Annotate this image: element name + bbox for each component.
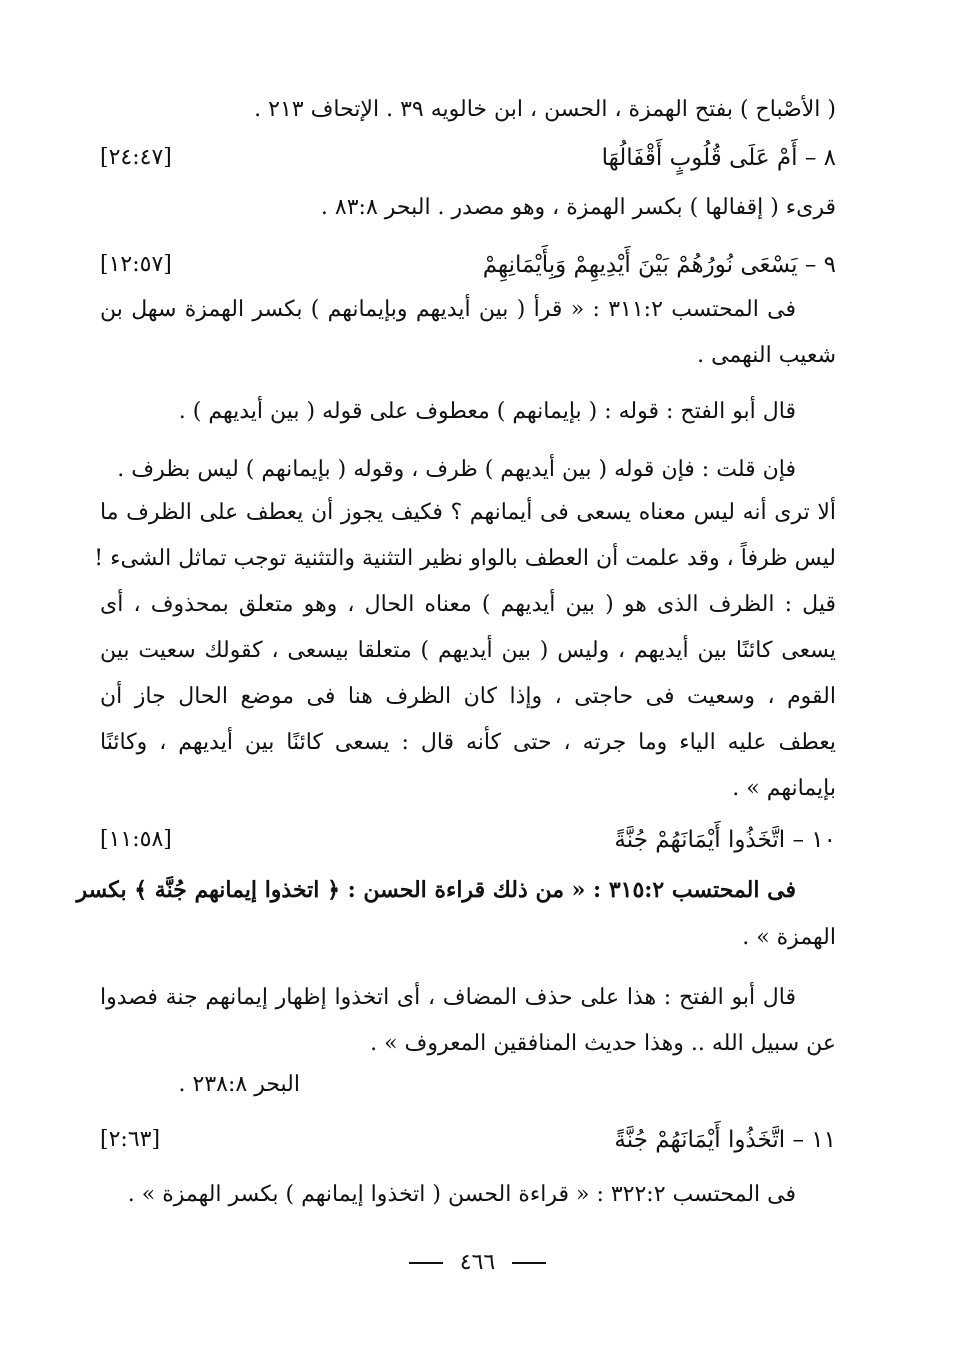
text-line: البحر ٢٣٨:٨ . (178, 1072, 300, 1097)
verse-10-reference: [١١:٥٨] (100, 827, 172, 852)
footer-dash (409, 1262, 443, 1264)
text-line: بإيمانهم » . (732, 776, 836, 801)
verse-11: ١١ – اتَّخَذُوا أَيْمَانَهُمْ جُنَّةً (614, 1127, 836, 1153)
text-line: ليس ظرفاً ، وقد علمت أن العطف بالواو نظير التثنية والتثنية توجب تماثل الشىء ! (94, 546, 836, 571)
text-line: قرىء ( إقفالها ) بكسر الهمزة ، وهو مصدر . البحر ٨٣:٨ . (320, 195, 836, 220)
page-body (76, 90, 836, 1310)
text-line: ( الأصْباح ) بفتح الهمزة ، الحسن ، ابن خالويه ٣٩ . الإتحاف ٢١٣ . (254, 97, 836, 122)
text-line: شعيب النهمى . (697, 343, 836, 368)
text-line: يسعى كائنًا بين أيديهم ، وليس ( بين أيديهم ) متعلقا بيسعى ، كقولك سعيت بين (100, 638, 836, 663)
verse-9-reference: [١٢:٥٧] (100, 252, 172, 277)
text-line: فى المحتسب ٣١٥:٢ : « من ذلك قراءة الحسن : ﴿ اتخذوا إيمانهم جُنَّة ﴾ بكسر (76, 877, 796, 903)
text-line: قال أبو الفتح : هذا على حذف المضاف ، أى اتخذوا إظهار إيمانهم جنة فصدوا (100, 985, 796, 1010)
text-line: قال أبو الفتح : قوله : ( بإيمانهم ) معطوف على قوله ( بين أيديهم ) . (178, 399, 796, 424)
verse-8: ٨ – أَمْ عَلَى قُلُوبٍ أَقْفَالُهَا (601, 145, 836, 171)
text-line: فى المحتسب ٣١١:٢ : « قرأ ( بين أيديهم وبإيمانهم ) بكسر الهمزة سهل بن (100, 297, 796, 322)
text-line: القوم ، وسعيت فى حاجتى ، وإذا كان الظرف هنا فى موضع الحال جاز أن (100, 684, 836, 709)
text-line: فإن قلت : فإن قوله ( بين أيديهم ) ظرف ، وقوله ( بإيمانهم ) ليس بظرف . (117, 457, 796, 482)
text-line: ألا ترى أنه ليس معناه يسعى فى أيمانهم ؟ فكيف يجوز أن يعطف على الظرف ما (100, 500, 836, 525)
page-number: ٤٦٦ (459, 1250, 496, 1275)
text-line: يعطف عليه الياء وما جرته ، حتى كأنه قال : يسعى كائنًا بين أيديهم ، وكائنًا (100, 730, 836, 755)
verse-8-reference: [٢٤:٤٧] (100, 145, 172, 170)
text-line: فى المحتسب ٣٢٢:٢ : « قراءة الحسن ( اتخذوا إيمانهم ) بكسر الهمزة » . (127, 1182, 796, 1207)
page-footer (0, 1250, 955, 1275)
text-line: الهمزة » . (742, 925, 836, 950)
verse-11-reference: [٢:٦٣] (100, 1127, 161, 1152)
text-line: قيل : الظرف الذى هو ( بين أيديهم ) معناه الحال ، وهو متعلق بمحذوف ، أى (100, 592, 836, 617)
text-line: عن سبيل الله .. وهذا حديث المنافقين المعروف » . (370, 1031, 836, 1056)
verse-10: ١٠ – اتَّخَذُوا أَيْمَانَهُمْ جُنَّةً (614, 827, 836, 853)
verse-9: ٩ – يَسْعَى نُورُهُمْ بَيْنَ أَيْدِيهِمْ وَبِأَيْمَانِهِمْ (482, 252, 836, 278)
footer-dash (512, 1262, 546, 1264)
